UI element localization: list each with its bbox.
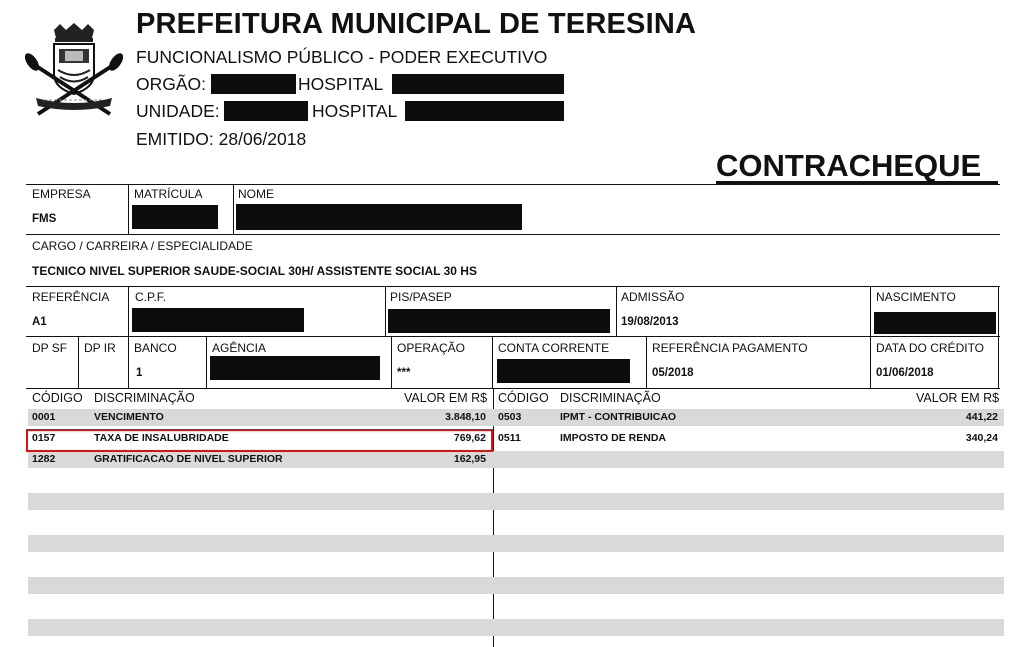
cell-divider (391, 336, 392, 388)
row-valor: 162,95 (453, 453, 486, 465)
table-row (494, 409, 1002, 426)
table-stripe (28, 577, 1004, 594)
empresa-label: EMPRESA (32, 187, 91, 201)
cell-divider (128, 336, 129, 388)
table-stripe (28, 619, 1004, 636)
datacred-label: DATA DO CRÉDITO (876, 341, 985, 355)
header-subtitle: FUNCIONALISMO PÚBLICO - PODER EXECUTIVO (136, 47, 548, 67)
dpsf-label: DP SF (32, 341, 68, 355)
row-valor: 3.848,10 (445, 411, 486, 423)
cell-divider (616, 286, 617, 336)
row-codigo: 0157 (32, 432, 56, 444)
row-codigo: 0001 (32, 411, 56, 423)
row-codigo: 0511 (498, 432, 521, 444)
cell-divider (492, 336, 493, 388)
col-header-valor: VALOR EM R$ (404, 391, 488, 405)
cell-divider (870, 336, 871, 388)
orgao-value: HOSPITAL (298, 74, 384, 94)
table-row (28, 409, 492, 426)
row-codigo: 0503 (498, 411, 522, 423)
redaction-bar (224, 101, 308, 121)
highlight-box (26, 429, 493, 452)
table-stripe (28, 493, 1004, 510)
operacao-value: *** (397, 367, 411, 379)
cpf-label: C.P.F. (135, 290, 167, 304)
rule (26, 336, 1000, 337)
col-header-codigo: CÓDIGO (498, 391, 549, 405)
operacao-label: OPERAÇÃO (397, 341, 466, 355)
cell-divider (128, 286, 129, 336)
cell-divider (998, 286, 999, 336)
cell-divider (233, 184, 234, 234)
document-title: CONTRACHEQUE (716, 148, 982, 183)
refpag-value: 05/2018 (652, 367, 694, 379)
redaction-bar (388, 309, 610, 333)
unidade-value: HOSPITAL (312, 101, 398, 121)
banco-label: BANCO (134, 341, 177, 355)
rule (26, 234, 1000, 235)
row-codigo: 1282 (32, 453, 56, 465)
cell-divider (78, 336, 79, 388)
col-header-discriminacao: DISCRIMINAÇÃO (94, 391, 195, 405)
referencia-value: A1 (32, 316, 47, 328)
row-descricao: GRATIFICACAO DE NIVEL SUPERIOR (94, 453, 283, 465)
admissao-value: 19/08/2013 (621, 316, 679, 328)
cell-divider (128, 184, 129, 234)
cell-divider (385, 286, 386, 336)
row-valor: 441,22 (965, 411, 998, 423)
dpir-label: DP IR (84, 341, 116, 355)
orgao-label: ORGÃO: (136, 74, 207, 94)
cell-divider (870, 286, 871, 336)
row-valor: 769,62 (453, 432, 486, 444)
admissao-label: ADMISSÃO (621, 290, 685, 304)
empresa-value: FMS (32, 213, 57, 225)
cell-divider (998, 336, 999, 388)
redaction-bar (392, 74, 564, 94)
redaction-bar (132, 308, 304, 332)
cell-divider (646, 336, 647, 388)
redaction-bar (210, 356, 380, 380)
col-header-valor: VALOR EM R$ (916, 391, 1000, 405)
redaction-bar (132, 205, 218, 229)
table-stripe (28, 535, 1004, 552)
coat-of-arms-icon (24, 22, 124, 122)
row-descricao: IMPOSTO DE RENDA (560, 432, 666, 444)
pis-label: PIS/PASEP (390, 290, 452, 304)
agencia-label: AGÊNCIA (212, 341, 267, 355)
matricula-label: MATRÍCULA (134, 187, 203, 201)
table-row (494, 430, 1002, 447)
conta-label: CONTA CORRENTE (498, 341, 610, 355)
referencia-label: REFERÊNCIA (32, 290, 110, 304)
unidade-label: UNIDADE: (136, 101, 220, 121)
row-descricao: IPMT - CONTRIBUICAO (560, 411, 677, 423)
refpag-label: REFERÊNCIA PAGAMENTO (652, 341, 808, 355)
datacred-value: 01/06/2018 (876, 367, 934, 379)
banco-value: 1 (136, 367, 143, 379)
redaction-bar (874, 312, 996, 334)
table-center-divider (493, 388, 494, 647)
redaction-bar (405, 101, 564, 121)
emitido-date: EMITIDO: 28/06/2018 (136, 129, 307, 149)
redaction-bar (211, 74, 296, 94)
col-header-discriminacao: DISCRIMINAÇÃO (560, 391, 661, 405)
table-row (28, 451, 492, 468)
rule (26, 184, 1000, 185)
redaction-bar (497, 359, 630, 383)
row-descricao: VENCIMENTO (94, 411, 164, 423)
nascimento-label: NASCIMENTO (876, 290, 956, 304)
cargo-label: CARGO / CARREIRA / ESPECIALIDADE (32, 239, 253, 253)
redaction-bar (236, 204, 522, 230)
row-valor: 340,24 (965, 432, 998, 444)
col-header-codigo: CÓDIGO (32, 391, 83, 405)
nome-label: NOME (238, 187, 274, 201)
row-descricao: TAXA DE INSALUBRIDADE (94, 432, 229, 444)
cell-divider (206, 336, 207, 388)
page-title: PREFEITURA MUNICIPAL DE TERESINA (136, 8, 697, 40)
rule (26, 388, 1000, 389)
cargo-value: TECNICO NIVEL SUPERIOR SAUDE-SOCIAL 30H/ ASSISTENTE SOCIAL 30 HS (32, 264, 477, 278)
rule (26, 286, 1000, 287)
